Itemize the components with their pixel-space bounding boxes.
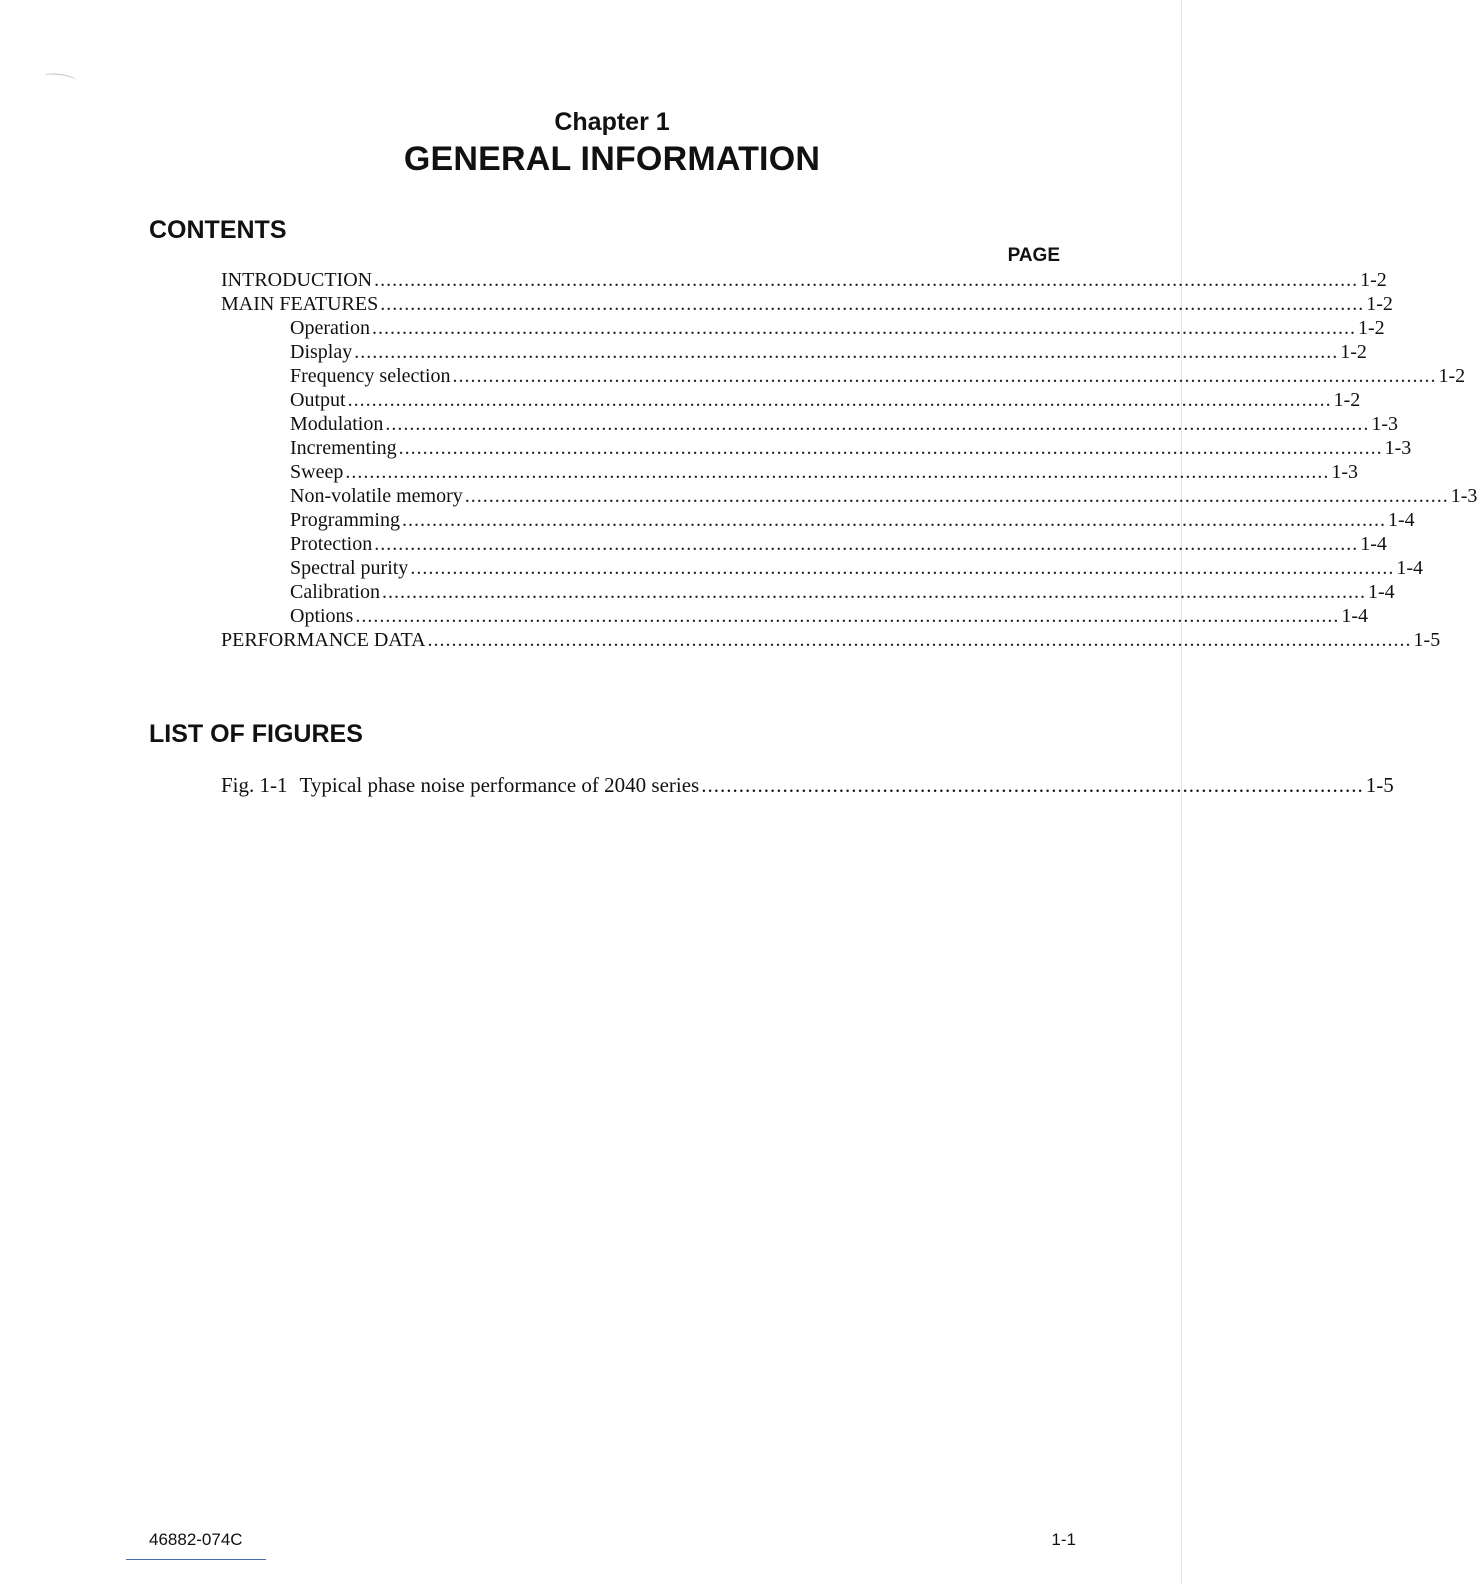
toc-entry-page: 1-3 (1331, 461, 1358, 483)
toc-entry[interactable] (290, 508, 1415, 532)
figure-entry[interactable] (221, 772, 1394, 798)
dot-leader: .................................................................................................................................................................... (371, 317, 1356, 339)
toc-entry-page: 1-2 (1366, 293, 1393, 315)
dot-leader: .................................................................................................................................................................... (464, 485, 1449, 507)
toc-entry-title: MAIN FEATURES (221, 293, 379, 315)
chapter-title: GENERAL INFORMATION (403, 140, 821, 178)
toc-entry-title: Sweep (290, 461, 344, 483)
dot-leader: .................................................................................................................................................................... (452, 365, 1437, 387)
dot-leader: .................................................................................................................................................................... (355, 605, 1340, 627)
toc-entry-title: Modulation (290, 413, 384, 435)
dot-leader: .................................................................................................................................................................... (354, 341, 1339, 363)
toc-entry-title: Spectral purity (290, 557, 409, 579)
toc-entry[interactable] (290, 556, 1423, 580)
toc-entry-page: 1-4 (1396, 557, 1423, 579)
toc-entry-page: 1-2 (1333, 389, 1361, 411)
dot-leader: .................................................................................................................................................................... (347, 389, 1332, 411)
figure-page: 1-5 (1365, 773, 1394, 797)
toc-entry[interactable] (290, 484, 1477, 508)
chapter-label: Chapter 1 (554, 108, 670, 136)
toc-entry[interactable] (290, 532, 1387, 556)
footer-rule (126, 1559, 266, 1560)
dot-leader: .................................................................................................................................................................... (345, 461, 1330, 483)
toc-entry-page: 1-2 (1360, 269, 1387, 291)
toc-entry[interactable] (290, 316, 1385, 340)
toc-entry-title: PERFORMANCE DATA (221, 629, 426, 651)
toc-entry[interactable] (290, 388, 1361, 412)
toc-entry-page: 1-3 (1450, 485, 1477, 507)
toc-entry-title: Non-volatile memory (290, 485, 463, 507)
toc-entry[interactable] (290, 436, 1412, 460)
toc-entry-title: INTRODUCTION (221, 269, 373, 291)
toc-entry[interactable] (290, 604, 1369, 628)
toc-entry-page: 1-3 (1384, 437, 1412, 459)
toc-entry[interactable] (221, 292, 1393, 316)
page-column-header: PAGE (1007, 245, 1060, 266)
figure-title: Typical phase noise performance of 2040 series (299, 773, 700, 797)
toc-entry-title: Programming (290, 509, 400, 531)
toc-entry[interactable] (290, 364, 1466, 388)
figure-number: Fig. 1-1 (221, 773, 288, 797)
dot-leader: .................................................................................................................................................................... (398, 437, 1383, 459)
toc-entry-page: 1-4 (1367, 581, 1395, 603)
dot-leader: .......................................................................................................... (701, 773, 1364, 797)
toc-entry[interactable] (221, 268, 1387, 292)
scan-artifact (44, 72, 77, 85)
toc-entry[interactable] (290, 340, 1367, 364)
toc-entry-title: Operation (290, 317, 370, 339)
toc-entry-page: 1-3 (1371, 413, 1399, 435)
toc-entry-page: 1-4 (1360, 533, 1387, 555)
dot-leader: .................................................................................................................................................................... (380, 293, 1365, 315)
dot-leader: .................................................................................................................................................................... (410, 557, 1395, 579)
toc-entry-page: 1-2 (1340, 341, 1367, 363)
figures-heading: LIST OF FIGURES (149, 720, 363, 748)
dot-leader: .................................................................................................................................................................... (427, 629, 1412, 651)
dot-leader: .................................................................................................................................................................... (385, 413, 1370, 435)
dot-leader: .................................................................................................................................................................... (381, 581, 1366, 603)
toc-entry-page: 1-2 (1357, 317, 1385, 339)
toc-entry[interactable] (290, 412, 1399, 436)
dot-leader: .................................................................................................................................................................... (374, 269, 1359, 291)
toc-entry[interactable] (290, 580, 1395, 604)
footer-page-number: 1-1 (1051, 1530, 1076, 1549)
footer-document-number: 46882-074C (149, 1530, 243, 1549)
toc-entry-page: 1-2 (1438, 365, 1466, 387)
toc-entry-page: 1-4 (1341, 605, 1369, 627)
toc-entry-page: 1-4 (1388, 509, 1415, 531)
toc-entry-title: Frequency selection (290, 365, 451, 387)
toc-entry[interactable] (290, 460, 1358, 484)
contents-heading: CONTENTS (149, 216, 287, 244)
toc-entry-title: Options (290, 605, 354, 627)
toc-entry-title: Output (290, 389, 346, 411)
toc-entry[interactable] (221, 628, 1441, 652)
toc-entry-title: Protection (290, 533, 373, 555)
toc-entry-title: Incrementing (290, 437, 397, 459)
toc-entry-title: Calibration (290, 581, 380, 603)
toc-entry-title: Display (290, 341, 353, 363)
dot-leader: .................................................................................................................................................................... (374, 533, 1359, 555)
toc-entry-page: 1-5 (1413, 629, 1441, 651)
dot-leader: .................................................................................................................................................................... (402, 509, 1386, 531)
